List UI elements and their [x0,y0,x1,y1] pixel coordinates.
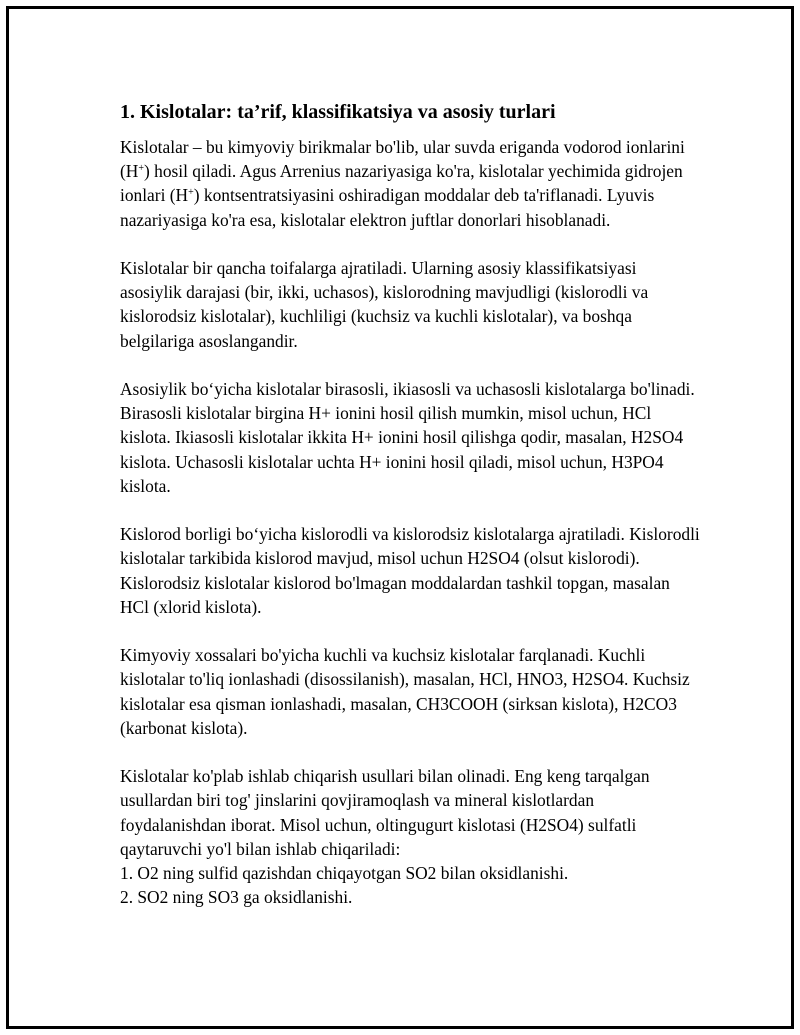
paragraph-production [120,764,700,909]
paragraph-definition [120,135,700,232]
paragraph-oxygen: Kislorod borligi bo‘yicha kislorodli va kislorodsiz kislotalarga ajratiladi. Kislorodli kislotalar tarkibida kislorod mavjud, misol uchun H2SO4 (olsut kislorodi). Kislorodsiz kislotalar kislorod bo'lmagan moddalardan tashkil topgan, masalan HCl (xlorid kislota). [120,524,700,617]
superscript-plus: + [188,187,194,199]
list-item: 1. O2 ning sulfid qazishdan chiqayotgan SO2 bilan oksidlanishi. [120,863,569,884]
section-heading: 1. Kislotalar: ta’rif, klassifikatsiya va asosiy turlari [120,101,556,123]
paragraph-definition-text-c: ) kontsentratsiyasini oshiradigan moddalar deb ta'riflanadi. Lyuvis nazariyasiga ko'ra esa, kislotalar elektron juftlar donorlari hisoblanadi. [120,185,655,230]
paragraph-definition-text-b: ) hosil qiladi. Agus Arrenius nazariyasiga ko'ra, kislotalar yechimida gidrojen ionlari (H [120,161,683,206]
document-content [120,99,700,934]
paragraph-strength: Kimyoviy xossalari bo'yicha kuchli va kuchsiz kislotalar farqlanadi. Kuchli kislotalar to'liq ionlashadi (disossilanish), masalan, HCl, HNO3, H2SO4. Kuchsiz kislotalar esa qisman ionlashadi, masalan, CH3COOH (sirksan kislota), H2CO3 (karbonat kislota). [120,645,690,738]
paragraph-classification: Kislotalar bir qancha toifalarga ajratiladi. Ularning asosiy klassifikatsiyasi asosiylik darajasi (bir, ikki, uchasos), kislorodning mavjudligi (kislorodli va kislorodsiz kislotalar), kuchliligi (kuchsiz va kuchli kislotalar), va boshqa belgilariga asoslangandir. [120,258,649,351]
paragraph-basicity: Asosiylik bo‘yicha kislotalar birasosli, ikiasosli va uchasosli kislotalarga bo'linadi. Birasosli kislotalar birgina H+ ionini hosil qilish mumkin, misol uchun, HCl kislota. Ikiasosli kislotalar ikkita H+ ionini hosil qilishga qodir, masalan, H2SO4 kislota. Uchasosli kislotalar uchta H+ ionini hosil qiladi, misol uchun, H3PO4 kislota. [120,379,695,496]
page-frame [6,6,794,1029]
superscript-plus: + [138,163,144,175]
paragraph-definition-text-a: Kislotalar – bu kimyoviy birikmalar bo'lib, ular suvda eriganda vodorod ionlarini (H [120,137,685,182]
list-item: 2. SO2 ning SO3 ga oksidlanishi. [120,887,353,908]
paragraph-production-text: Kislotalar ko'plab ishlab chiqarish usullari bilan olinadi. Eng keng tarqalgan usullardan biri tog' jinslarini qovjiramoqlash va mineral kislotlardan foydalanishdan iborat. Misol uchun, oltingugurt kislotasi (H2SO4) sulfatli qaytaruvchi yo'l bilan ishlab chiqariladi: [120,766,650,859]
